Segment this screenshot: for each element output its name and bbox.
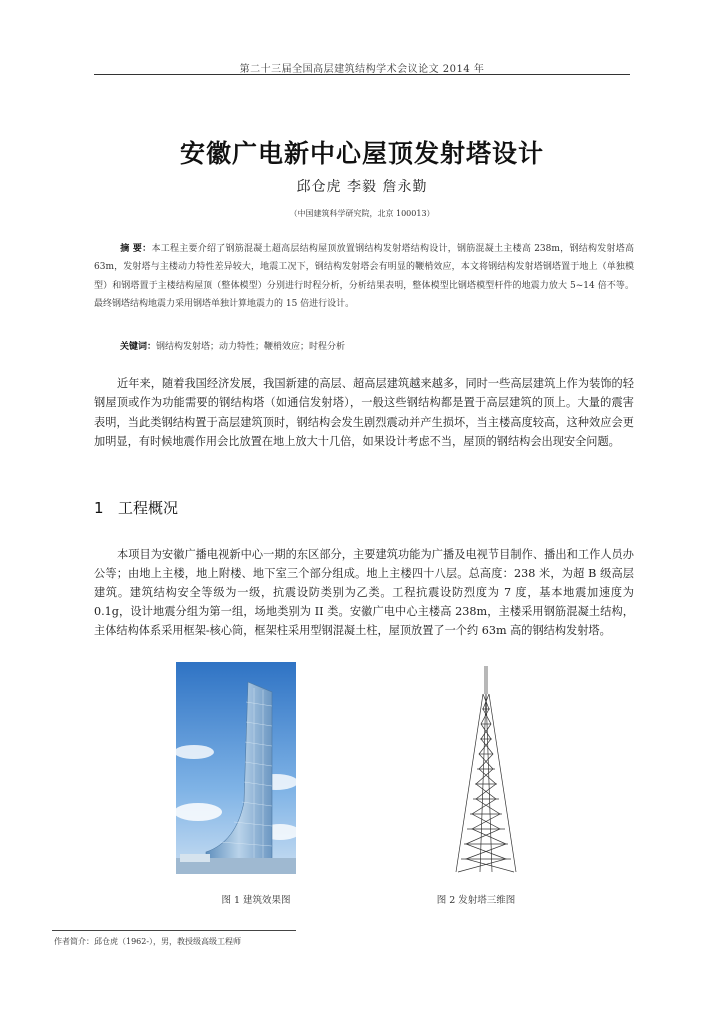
figure-1-caption: 图 1 建筑效果图: [221, 895, 291, 906]
keywords-label: 关键词：: [120, 342, 157, 352]
abstract: [94, 240, 634, 313]
paper-title: 安徽广电新中心屋顶发射塔设计: [179, 139, 544, 168]
building-rendering-image: [176, 662, 296, 874]
intro-paragraph: 近年来，随着我国经济发展，我国新建的高层、超高层建筑越来越多，同时一些高层建筑上作为装饰的轻钢屋顶或作为功能需要的钢结构塔（如通信发射塔），一般这些钢结构都是置于高层建筑的顶上。大量的震害表明，当此类钢结构置于高层建筑顶时，钢结构会发生剧烈震动并产生损坏，当主楼高度较高，这种效应会更加明显，有时候地震作用会比放置在地上放大十几倍，如果设计考虑不当，屋顶的钢结构会出现安全问题。: [94, 377, 634, 448]
section-body: 本项目为安徽广播电视新中心一期的东区部分，主要建筑功能为广播及电视节目制作、播出和工作人员办公等；由地上主楼，地上附楼、地下室三个部分组成。地上主楼四十八层。总高度：238 米，为超 B 级高层建筑。建筑结构安全等级为一级，抗震设防类别为乙类。工程抗震设防烈度为 7 度，基本地震加速度为 0.1g，设计地震分组为第一组，场地类别为 II 类。安徽广电中心主楼高 238m，主楼采用钢筋混凝土结构，主体结构体系采用框架-核心筒，框架柱采用型钢混凝土柱，屋顶放置了一个约 63m 高的钢结构发射塔。: [94, 548, 634, 638]
keywords: [120, 339, 620, 352]
affiliation: （中国建筑科学研究院，北京 100013）: [289, 209, 435, 218]
section-heading: [94, 497, 494, 518]
figure-2-caption: 图 2 发射塔三维图: [436, 895, 516, 906]
abstract-label: 摘 要：: [120, 244, 152, 254]
section-number: 1: [94, 499, 104, 517]
keywords-text: 钢结构发射塔；动力特性；鞭梢效应；时程分析: [156, 342, 346, 352]
running-header: 第二十三届全国高层建筑结构学术会议论文 2014 年: [239, 64, 485, 75]
footnote-rule: [52, 930, 296, 931]
author-list: 邱仓虎 李毅 詹永勤: [296, 179, 428, 195]
transmission-tower-diagram: [446, 664, 526, 876]
abstract-text: 本工程主要介绍了钢筋混凝土超高层结构屋顶放置钢结构发射塔结构设计，钢筋混凝土主楼高 238m，钢结构发射塔高 63m，发射塔与主楼动力特性差异较大，地震工况下，钢结构发射塔会有明显的鞭梢效应，本文将钢结构发射塔钢塔置于地上（单独模型）和钢塔置于主楼结构屋顶（整体模型）分别进行时程分析，分析结果表明，整体模型比钢塔模型杆件的地震力放大 5~14 倍不等。最终钢塔结构地震力采用钢塔单独计算地震力的 15 倍进行设计。: [94, 244, 634, 309]
header-rule: [94, 74, 630, 75]
author-footnote: 作者简介：邱仓虎（1962-），男，教授级高级工程师: [54, 937, 242, 946]
section-title: 工程概况: [118, 499, 179, 517]
